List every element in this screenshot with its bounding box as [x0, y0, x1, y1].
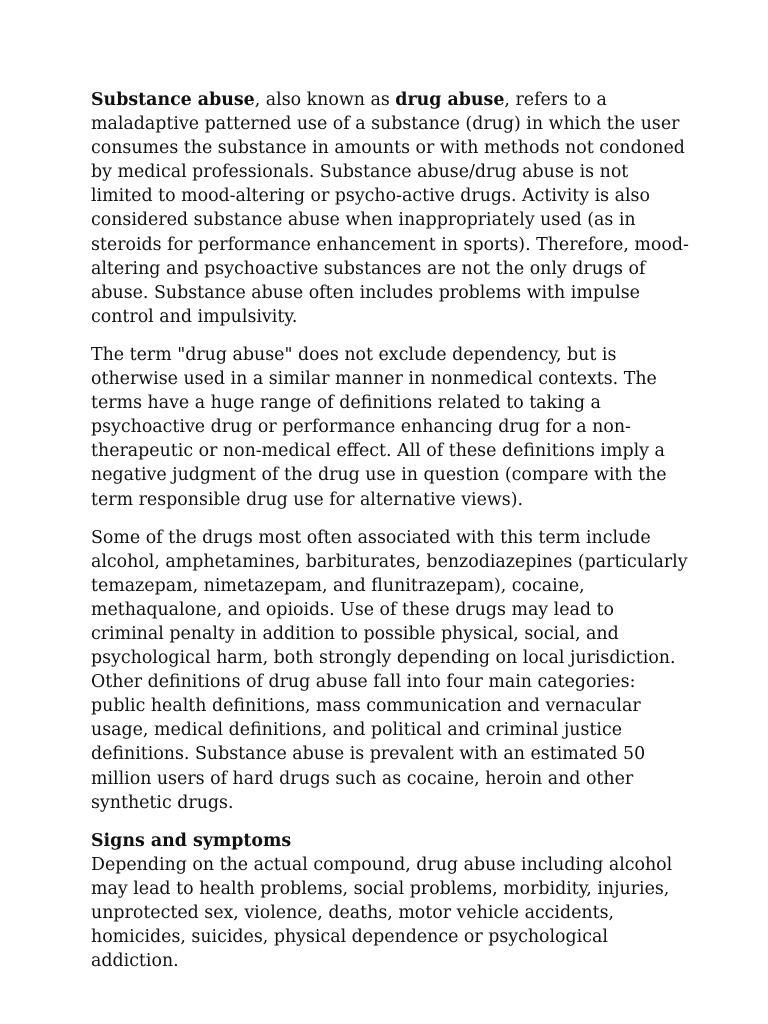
intro-text-2: , refers to a maladaptive patterned use of a substance (drug) in which the user consumes the substance in amounts or with methods not condoned by medical professionals. Substance abuse/drug abuse is not limited to mood-altering or psycho-active drugs. Activity is also considered substance abuse when inappropriately used (as in steroids for performance enhancement in sports). Therefore, mood-altering and psychoactive substances are not the only drugs of abuse. Substance abuse often includes problems with impulse control and impulsivity.: [91, 90, 689, 327]
document-page: [91, 88, 691, 987]
paragraph-drugs: Some of the drugs most often associated with this term include alcohol, amphetamines, barbiturates, benzodiazepines (particularly temazepam, nimetazepam, and flunitrazepam), cocaine, methaqualone, and opioids. Use of these drugs may lead to criminal penalty in addition to possible physical, social, and psychological harm, both strongly depending on local jurisdiction. Other definitions of drug abuse fall into four main categories: public health definitions, mass communication and vernacular usage, medical definitions, and political and criminal justice definitions. Substance abuse is prevalent with an estimated 50 million users of hard drugs such as cocaine, heroin and other synthetic drugs.: [91, 527, 688, 813]
term-drug-abuse: drug abuse: [395, 90, 505, 110]
intro-text-1: , also known as: [254, 90, 396, 110]
paragraph-definitions: The term "drug abuse" does not exclude dependency, but is otherwise used in a similar manner in nonmedical contexts. The terms have a huge range of definitions related to taking a psychoactive drug or performance enhancing drug for a non-therapeutic or non-medical effect. All of these definitions imply a negative judgment of the drug use in question (compare with the term responsible drug use for alternative views).: [91, 344, 667, 510]
paragraph-signs: Depending on the actual compound, drug abuse including alcohol may lead to health problems, social problems, morbidity, injuries, unprotected sex, violence, deaths, motor vehicle accidents, homicides, suicides, physical dependence or psychological addiction.: [91, 854, 673, 972]
term-substance-abuse: Substance abuse: [91, 90, 255, 110]
section-heading-signs: Signs and symptoms: [91, 830, 292, 851]
paragraph-intro: [91, 88, 691, 329]
